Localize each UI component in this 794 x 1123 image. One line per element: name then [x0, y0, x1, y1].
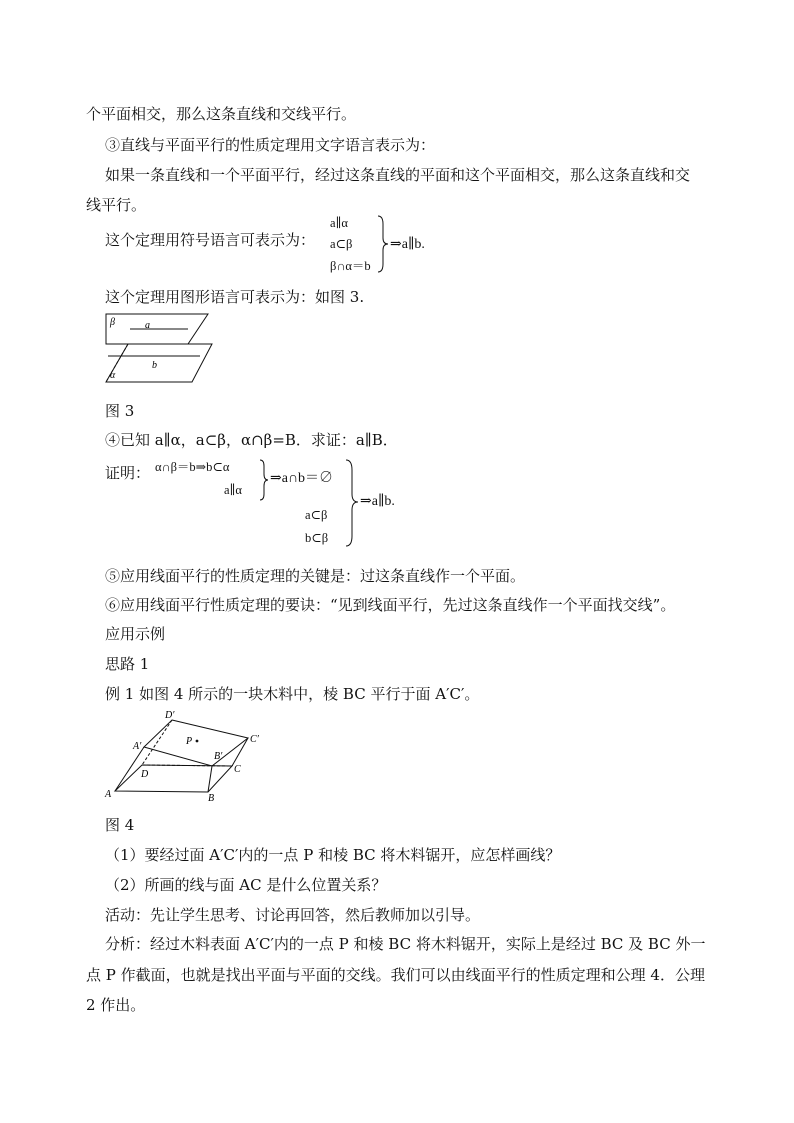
text-line: 2 作出。 — [86, 996, 146, 1014]
text-line: 线平行。 — [86, 196, 147, 214]
text-line: 如果一条直线和一个平面平行，经过这条直线的平面和这个平面相交，那么这条直线和交 — [105, 166, 691, 184]
label-B: B — [208, 793, 215, 804]
symbolic-premise: a⊂β — [330, 237, 353, 251]
proof-label: 证明： — [105, 464, 151, 482]
text-line: 分析：经过木料表面 A′C′内的一点 P 和棱 BC 将木料锯开，实际上是经过 BC 及 BC 外一 — [105, 935, 706, 953]
text-line: 活动：先让学生思考、讨论再回答，然后教师加以引导。 — [105, 906, 481, 924]
text-line: 这个定理用符号语言可表示为： — [105, 231, 316, 249]
right-brace — [344, 458, 360, 548]
proof-step: b⊂β — [305, 531, 329, 545]
figure-caption: 图 3 — [105, 402, 135, 420]
text-line: （2）所画的线与面 AC 是什么位置关系？ — [105, 876, 387, 894]
text-line: ③直线与平面平行的性质定理用文字语言表示为： — [105, 136, 436, 154]
symbolic-conclusion: ⇒a∥b. — [390, 237, 425, 252]
text-line: （1）要经过面 A′C′内的一点 P 和棱 BC 将木料锯开，应怎样画线？ — [105, 846, 561, 864]
label-C: C — [234, 764, 241, 775]
label-D: D — [141, 769, 149, 780]
proof-step: a∥α — [224, 483, 242, 497]
label-a: a — [145, 320, 150, 331]
label-beta: β — [110, 317, 115, 328]
figure-4-diagram — [100, 704, 270, 804]
label-P: P — [186, 736, 193, 747]
text-line: ⑥应用线面平行性质定理的要诀：“见到线面平行，先过这条直线作一个平面找交线”。 — [105, 596, 676, 614]
proof-step: α∩β＝b⇒b⊂α — [155, 460, 230, 474]
text-line: 例 1 如图 4 所示的一块木料中，棱 BC 平行于面 A′C′。 — [105, 685, 480, 703]
text-line: ⑤应用线面平行的性质定理的关键是：过这条直线作一个平面。 — [105, 567, 526, 585]
text-line: ④已知 a∥α，a⊂β，α∩β=B．求证：a∥B． — [105, 431, 398, 449]
label-A: A — [105, 789, 112, 800]
right-brace — [376, 214, 390, 274]
symbolic-premise: a∥α — [330, 216, 348, 230]
figure-3-diagram — [100, 310, 215, 384]
label-A1: A′ — [133, 741, 142, 752]
proof-conclusion: ⇒a∥b. — [360, 494, 395, 509]
label-alpha: α — [110, 370, 116, 381]
text-line: 点 P 作截面，也就是找出平面与平面的交线。我们可以由线面平行的性质定理和公理 4．公理 — [86, 966, 705, 984]
proof-step: a⊂β — [305, 508, 328, 522]
text-line: 这个定理用图形语言可表示为：如图 3. — [105, 288, 365, 306]
section-heading: 应用示例 — [105, 625, 166, 643]
label-C1: C′ — [250, 734, 259, 745]
label-b: b — [152, 360, 157, 371]
label-D1: D′ — [165, 710, 175, 721]
label-B1: B′ — [214, 751, 223, 762]
section-subheading: 思路 1 — [105, 655, 150, 673]
text-line: 个平面相交，那么这条直线和交线平行。 — [86, 105, 357, 123]
symbolic-premise: β∩α＝b — [330, 259, 371, 273]
figure-caption: 图 4 — [105, 816, 135, 834]
right-brace — [258, 458, 270, 502]
proof-mid: ⇒a∩b＝∅ — [270, 471, 334, 486]
